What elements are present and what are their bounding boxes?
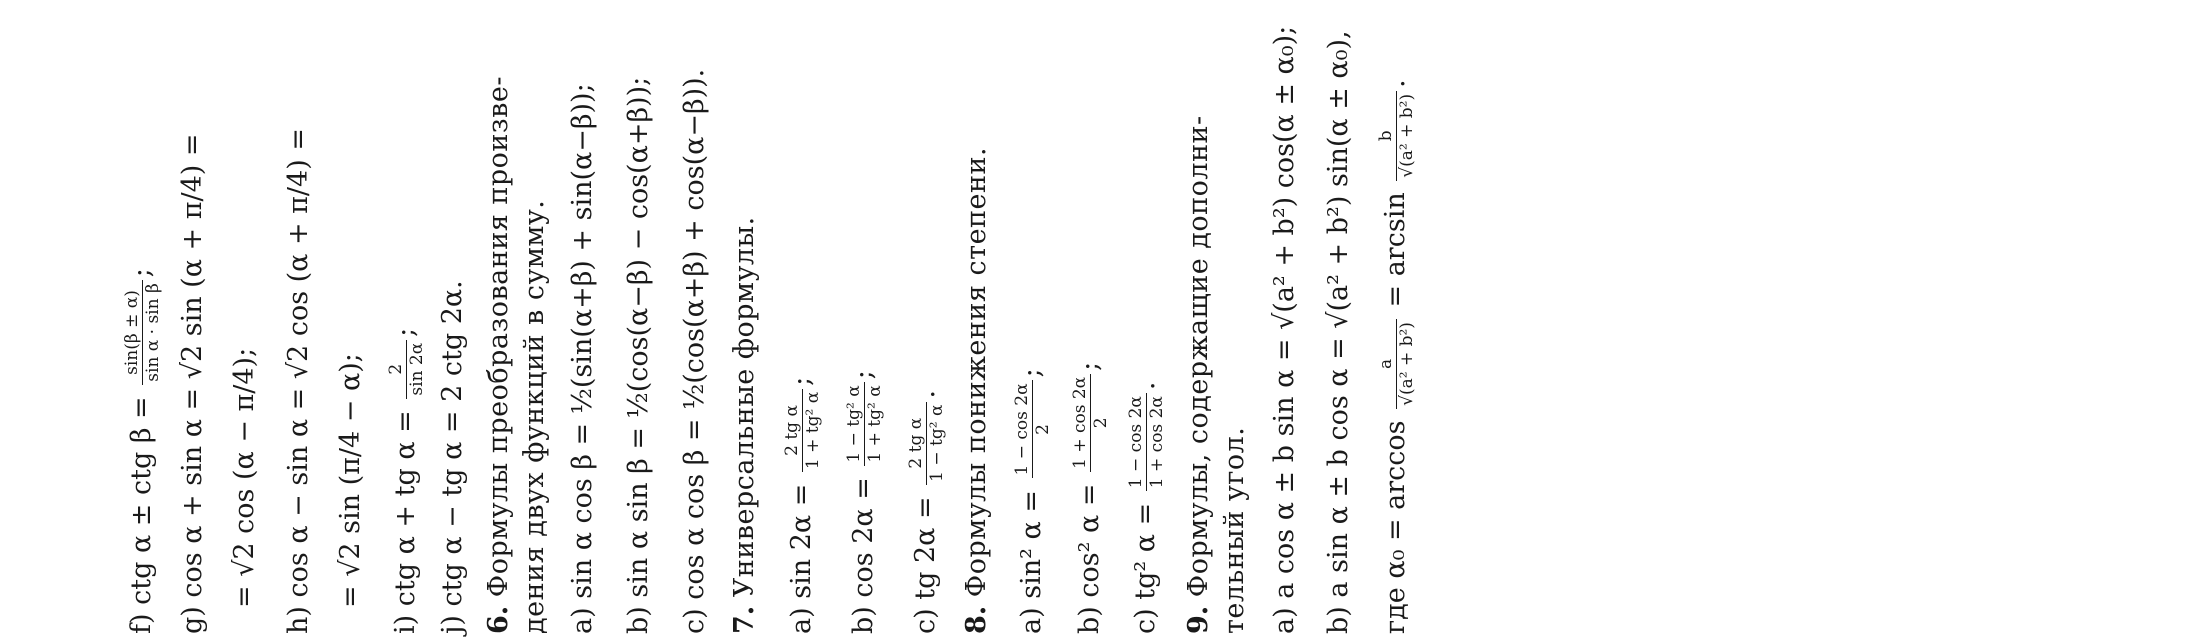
section-9-heading bbox=[1182, 115, 1216, 634]
fraction-numerator: 2 tg α bbox=[906, 402, 927, 485]
formula-expr: cos α − sin α = √2 cos (α + π/4) = bbox=[283, 128, 314, 598]
formula-tail: . bbox=[1130, 381, 1161, 391]
fraction-denominator: √(a² + b²) bbox=[1397, 93, 1417, 178]
item-label: a) bbox=[1016, 607, 1047, 634]
section-title: тельный угол. bbox=[1219, 426, 1250, 634]
formula-line-7a bbox=[782, 377, 823, 634]
where-prefix: где α₀ = arccos bbox=[1380, 411, 1411, 634]
formula-expr: tg² α = bbox=[1130, 494, 1161, 600]
formula-line-9a bbox=[1268, 26, 1302, 634]
fraction-numerator: 1 − cos 2α bbox=[1012, 380, 1033, 478]
formula-line-8a bbox=[1012, 368, 1053, 634]
formula-expr: sin α sin β = ½(cos(α−β) − cos(α+β)); bbox=[623, 76, 654, 598]
formula-expr: cos α cos β = ½(cos(α+β) + cos(α−β)). bbox=[679, 68, 710, 600]
fraction bbox=[1126, 393, 1167, 491]
fraction-numerator: 1 − cos 2α bbox=[1126, 393, 1147, 491]
section-8-heading bbox=[960, 147, 994, 634]
formula-expr: cos α + sin α = √2 sin (α + π/4) = bbox=[177, 133, 208, 598]
formula-tail: ; bbox=[786, 376, 817, 386]
formula-expr: a sin α ± b cos α = √(a² + b²) sin(α ± α₀), bbox=[1323, 30, 1354, 598]
section-title: дения двух функций в сумму. bbox=[519, 199, 550, 634]
item-label: a) bbox=[567, 607, 598, 634]
fraction-denominator: sin 2α bbox=[407, 342, 427, 396]
formula-tail: ; bbox=[1074, 361, 1105, 371]
fraction-denominator: 2 bbox=[1091, 417, 1111, 429]
fraction-denominator: 2 bbox=[1033, 424, 1053, 435]
formula-line-f bbox=[122, 268, 163, 634]
section-number: 9. bbox=[1183, 605, 1214, 634]
where-mid: = arcsin bbox=[1380, 183, 1411, 317]
formula-expr: cos² α = bbox=[1074, 474, 1105, 598]
formula-line-8b bbox=[1070, 362, 1111, 634]
item-label: i) bbox=[390, 614, 421, 634]
fraction bbox=[782, 389, 823, 472]
formula-expr: ctg α + tg α = bbox=[390, 401, 421, 607]
formula-line-8c bbox=[1126, 382, 1167, 634]
fraction-denominator: sin α · sin β bbox=[143, 283, 163, 382]
formula-expr: ctg α − tg α = 2 ctg 2α. bbox=[437, 280, 468, 607]
formula-line-9b bbox=[1322, 30, 1356, 634]
fraction bbox=[1012, 380, 1053, 478]
section-6-heading-cont bbox=[518, 200, 552, 634]
item-label: c) bbox=[679, 608, 710, 634]
fraction bbox=[844, 382, 885, 465]
item-label: b) bbox=[848, 606, 879, 634]
formula-line-9-where bbox=[1376, 79, 1417, 634]
formula-line-6a bbox=[566, 83, 600, 634]
fraction-numerator: b bbox=[1376, 91, 1397, 181]
formula-tail: . bbox=[910, 389, 941, 399]
section-title: Формулы преобразования произве- bbox=[483, 76, 514, 598]
item-label: c) bbox=[1130, 608, 1161, 634]
fraction-denominator: √(a² + b²) bbox=[1397, 322, 1417, 406]
fraction-numerator: sin(β ± α) bbox=[122, 280, 143, 385]
section-9-heading-cont bbox=[1218, 427, 1252, 634]
section-title: Универсальные формулы. bbox=[729, 216, 760, 598]
formula-expr: sin² α = bbox=[1016, 481, 1047, 599]
formula-expr: sin α cos β = ½(sin(α+β) + sin(α−β)); bbox=[567, 83, 598, 599]
item-label: a) bbox=[786, 607, 817, 634]
section-6-heading bbox=[482, 76, 516, 634]
formula-tail: ; bbox=[390, 327, 421, 337]
item-label: b) bbox=[1323, 606, 1354, 634]
section-title: Формулы понижения степени. bbox=[961, 146, 992, 598]
formula-expr: tg 2α = bbox=[910, 487, 941, 600]
item-label: h) bbox=[283, 606, 314, 634]
formula-tail: ; bbox=[848, 370, 879, 380]
formula-expr: a cos α ± b sin α = √(a² + b²) cos(α ± α₀); bbox=[1269, 25, 1300, 599]
section-7-heading bbox=[728, 216, 762, 634]
formula-line-g2 bbox=[228, 348, 262, 608]
formula-line-6c bbox=[678, 69, 712, 634]
formula-line-h2 bbox=[334, 353, 368, 608]
formula-line-j bbox=[436, 280, 470, 634]
item-label: j) bbox=[437, 615, 468, 634]
formula-line-6b bbox=[622, 77, 656, 634]
formula-expr: ctg α ± ctg β = bbox=[126, 387, 157, 605]
fraction-numerator: 2 tg α bbox=[782, 389, 803, 472]
formula-expr: sin 2α = bbox=[786, 475, 817, 599]
formula-expr: = √2 cos (α − π/4); bbox=[229, 347, 260, 608]
fraction-numerator: 1 − tg² α bbox=[844, 382, 865, 465]
item-label: b) bbox=[623, 606, 654, 634]
section-number: 6. bbox=[483, 605, 514, 634]
fraction-denominator: 1 + cos 2α bbox=[1147, 396, 1167, 489]
document-page bbox=[6, 6, 1606, 634]
formula-tail: . bbox=[1380, 79, 1411, 88]
section-number: 7. bbox=[729, 605, 760, 634]
formula-tail: ; bbox=[126, 268, 157, 278]
item-label: a) bbox=[1269, 607, 1300, 634]
formula-expr: cos 2α = bbox=[848, 468, 879, 598]
formula-line-7c bbox=[906, 390, 947, 634]
formula-expr: = √2 sin (π/4 − α); bbox=[335, 353, 366, 608]
fraction bbox=[1376, 91, 1417, 181]
section-number: 8. bbox=[961, 605, 992, 634]
fraction-denominator: 1 + tg² α bbox=[865, 385, 885, 463]
formula-tail: ; bbox=[1016, 368, 1047, 378]
fraction bbox=[386, 340, 427, 399]
formula-line-g1 bbox=[176, 134, 210, 634]
section-title: Формулы, содержащие дополни- bbox=[1183, 115, 1214, 598]
fraction-denominator: 1 + tg² α bbox=[803, 391, 823, 470]
fraction bbox=[1376, 319, 1417, 409]
formula-line-h1 bbox=[282, 128, 316, 634]
formula-line-i bbox=[386, 328, 427, 634]
fraction bbox=[1070, 374, 1111, 472]
fraction-numerator: 2 bbox=[386, 340, 407, 399]
fraction bbox=[906, 402, 947, 485]
item-label: c) bbox=[910, 608, 941, 634]
item-label: f) bbox=[126, 613, 157, 634]
fraction-numerator: a bbox=[1376, 319, 1397, 409]
item-label: b) bbox=[1074, 606, 1105, 634]
fraction-denominator: 1 − tg² α bbox=[927, 404, 947, 482]
fraction-numerator: 1 + cos 2α bbox=[1070, 374, 1091, 472]
fraction bbox=[122, 280, 163, 385]
formula-line-7b bbox=[844, 370, 885, 634]
item-label: g) bbox=[177, 606, 208, 634]
